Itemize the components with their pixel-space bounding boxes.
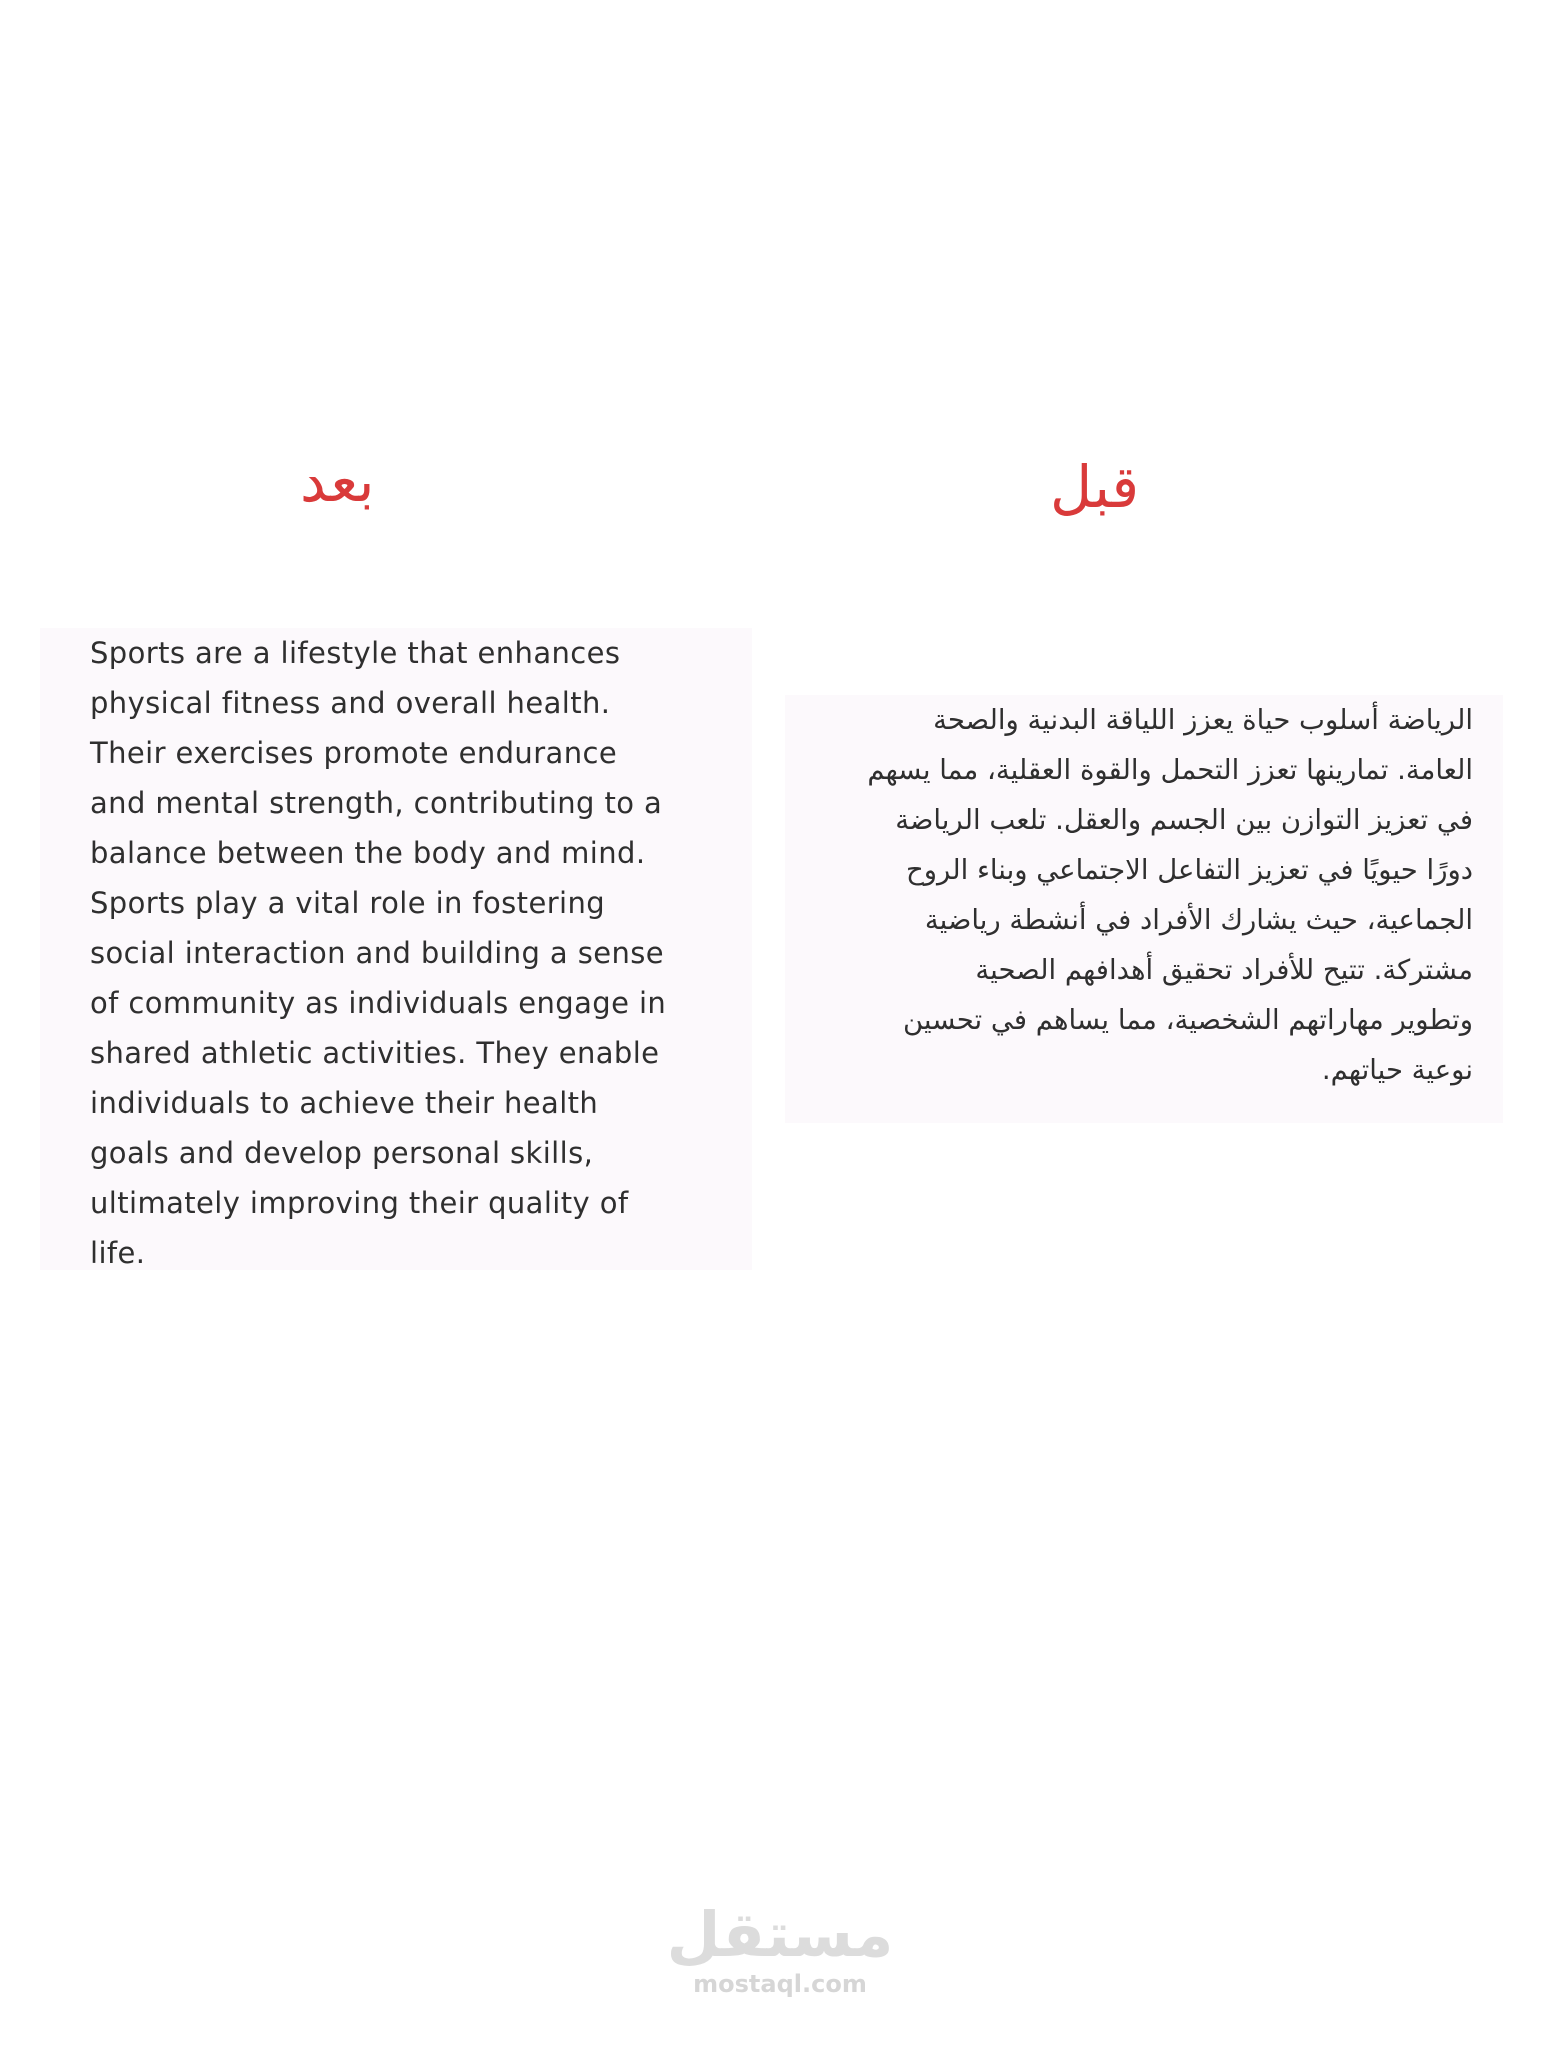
arabic-text-panel: [785, 695, 1503, 1123]
arabic-paragraph: [845, 695, 1473, 1095]
arabic-line: نوعية حياتهم.: [1321, 1054, 1473, 1086]
before-heading: قبل: [1050, 453, 1140, 521]
english-line: ultimately improving their quality of: [90, 1186, 629, 1220]
mostaql-watermark: [660, 1900, 900, 1998]
arabic-line: وتطوير مهاراتهم الشخصية، مما يساهم في تحسين: [903, 1004, 1473, 1036]
english-line: balance between the body and mind.: [90, 836, 646, 870]
arabic-line: الرياضة أسلوب حياة يعزز اللياقة البدنية والصحة: [933, 704, 1473, 736]
english-line: life.: [90, 1236, 146, 1270]
english-line: social interaction and building a sense: [90, 936, 664, 970]
english-text-panel: [40, 628, 752, 1270]
arabic-line: مشتركة. تتيح للأفراد تحقيق أهدافهم الصحية: [975, 954, 1473, 986]
arabic-line: في تعزيز التوازن بين الجسم والعقل. تلعب الرياضة: [895, 804, 1473, 836]
watermark-logo: مستقل: [666, 1898, 894, 1971]
english-line: individuals to achieve their health: [90, 1086, 599, 1120]
arabic-line: دورًا حيويًا في تعزيز التفاعل الاجتماعي وبناء الروح: [906, 854, 1473, 886]
english-line: shared athletic activities. They enable: [90, 1036, 660, 1070]
after-heading: بعد: [300, 447, 375, 515]
english-line: goals and develop personal skills,: [90, 1136, 594, 1170]
english-line: of community as individuals engage in: [90, 986, 667, 1020]
arabic-line: الجماعية، حيث يشارك الأفراد في أنشطة رياضية: [924, 904, 1473, 936]
english-line: and mental strength, contributing to a: [90, 786, 663, 820]
english-line: Sports play a vital role in fostering: [90, 886, 606, 920]
english-line: physical fitness and overall health.: [90, 686, 611, 720]
english-line: Sports are a lifestyle that enhances: [90, 636, 621, 670]
watermark-url: mostaql.com: [693, 1970, 867, 1998]
english-paragraph: [90, 628, 752, 1278]
english-line: Their exercises promote endurance: [90, 736, 618, 770]
arabic-line: العامة. تمارينها تعزز التحمل والقوة العقلية، مما يسهم: [867, 754, 1473, 786]
